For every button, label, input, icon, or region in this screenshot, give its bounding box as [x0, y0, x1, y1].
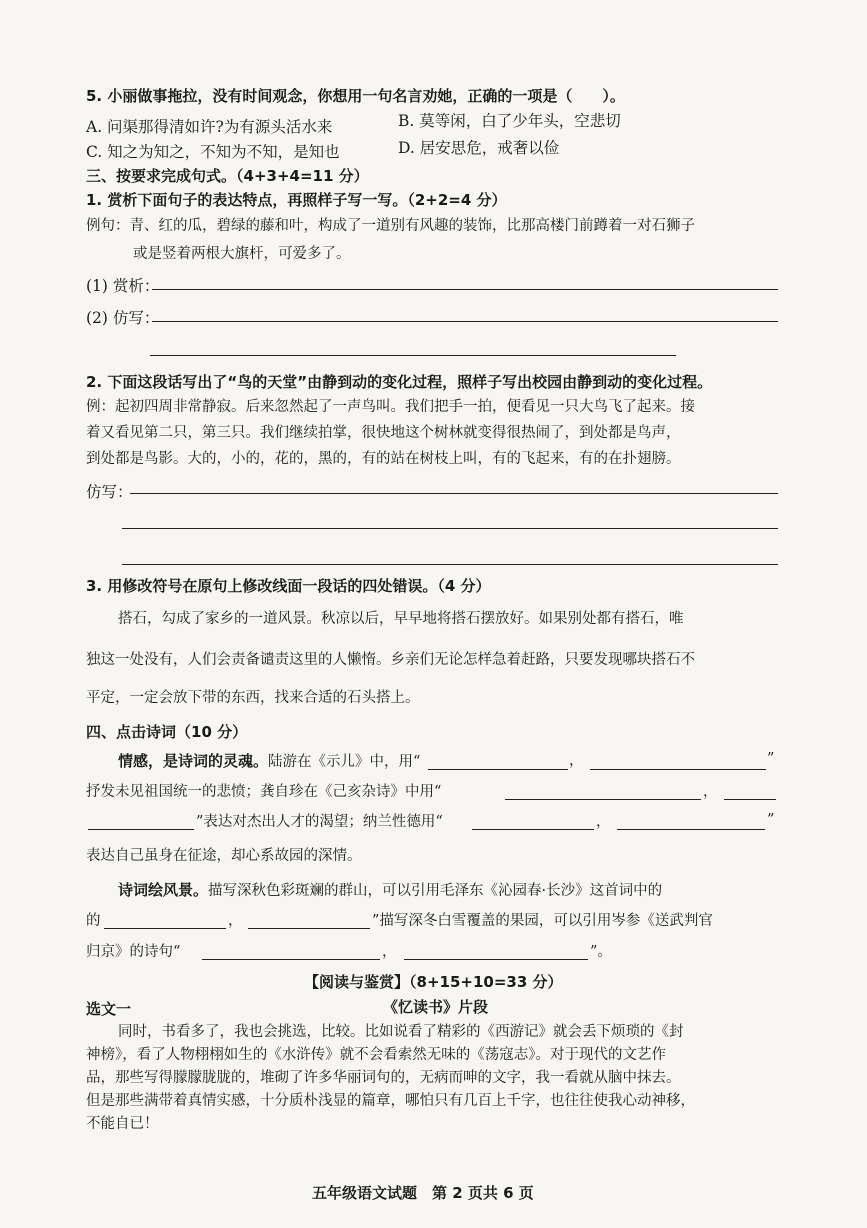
s4-quote-close-2: ” — [767, 812, 775, 828]
blank-shier-2[interactable] — [590, 769, 766, 770]
s3-q3-line3: 平定，一定会放下带的东西，找来合适的石头搭上。 — [86, 690, 420, 706]
blank-shier-1[interactable] — [428, 769, 568, 770]
s4-p2-text-c-pre: 归京》的诗句“ — [86, 944, 181, 960]
blank-cen-shen-2[interactable] — [404, 959, 588, 960]
s4-p1-line1 — [118, 751, 420, 772]
blank-cen-shen-1[interactable] — [202, 959, 380, 960]
s4-comma-2: ， — [703, 784, 718, 800]
blank-qinyuanchun-2[interactable] — [248, 928, 370, 929]
s3-q3-line2: 独这一处没有，人们会责备谴责这里的人懒惰。乡亲们无论怎样急着赶路，只要发现哪块搭石不 — [86, 652, 695, 668]
answer-line-imitation[interactable] — [152, 321, 778, 322]
s4-p2-lead: 诗词绘风景。 — [118, 881, 209, 899]
reading-line3: 品，那些写得朦朦胧胧的，堆砌了许多华丽词句的，无病而呻的文字，我一看就从脑中抹去。 — [86, 1070, 681, 1086]
s4-p1-lead: 情感，是诗词的灵魂。 — [118, 752, 269, 770]
s3-q2-title: 2. 下面这段话写出了“鸟的天堂”由静到动的变化过程，照样子写出校园由静到动的变化过程。 — [86, 373, 713, 391]
s4-quote-close-1: ” — [767, 751, 775, 767]
answer-line-q2-1[interactable] — [130, 493, 778, 494]
section4-title: 四、点击诗词（10 分） — [86, 723, 248, 741]
s4-p2-line1 — [118, 880, 662, 901]
s3-q2-example-line3: 到处都是鸟影。大的，小的，花的，黑的，有的站在树枝上叫，有的飞起来，有的在扑翅膀。 — [86, 451, 681, 467]
selection-title: 《忆读书》片段 — [383, 998, 489, 1016]
s3-q2-example-line1: 例：起初四周非常静寂。后来忽然起了一声鸟叫。我们把手一拍，便看见一只大鸟飞了起来。接 — [86, 399, 695, 415]
q5-option-b: B. 莫等闲，白了少年头，空悲切 — [398, 112, 621, 130]
s4-comma-3: ， — [596, 814, 611, 830]
q5-option-a: A. 问渠那得清如许?为有源头活水来 — [86, 118, 333, 136]
answer-line-imitation-2[interactable] — [150, 355, 676, 356]
q5-option-c: C. 知之为知之，不知为不知，是知也 — [86, 143, 340, 161]
answer-line-q2-2[interactable] — [122, 528, 778, 529]
s3-q1-title: 1. 赏析下面句子的表达特点，再照样子写一写。（2+2=4 分） — [86, 191, 507, 209]
reading-line1: 同时，书看多了，我也会挑选，比较。比如说看了精彩的《西游记》就会丢下烦琐的《封 — [118, 1024, 684, 1040]
q5-option-d: D. 居安思危，戒奢以俭 — [398, 139, 560, 157]
s4-p2-text-c-post: ”。 — [590, 944, 612, 960]
s3-q3-title: 3. 用修改符号在原句上修改线面一段话的四处错误。（4 分） — [86, 577, 491, 595]
blank-jihai-2a[interactable] — [724, 799, 776, 800]
s3-q1-example-line1: 例句：青、红的瓜，碧绿的藤和叶，构成了一道别有风趣的装饰，比那高楼门前蹲着一对石狮子 — [86, 218, 695, 234]
s4-p2-text-b-pre: 的 — [86, 913, 101, 929]
s3-q1-example-line2: 或是竖着两根大旗杆，可爱多了。 — [133, 246, 351, 262]
blank-jihai-2b[interactable] — [88, 829, 194, 830]
section3-title: 三、按要求完成句式。（4+3+4=11 分） — [86, 167, 369, 185]
blank-nalan-1[interactable] — [472, 829, 594, 830]
reading-header: 【阅读与鉴赏】（8+15+10=33 分） — [304, 973, 563, 991]
s3-q2-label: 仿写： — [86, 483, 133, 501]
blank-jihai-1[interactable] — [505, 799, 701, 800]
s4-p2-text-a: 描写深秋色彩斑斓的群山，可以引用毛泽东《沁园春·长沙》这首词中的 — [208, 883, 663, 899]
s4-p1-text-c: ”表达对杰出人才的渴望；纳兰性德用“ — [196, 814, 443, 830]
reading-line4: 但是那些满带着真情实感，十分质朴浅显的篇章，哪怕只有几百上千字，也往往使我心动神移， — [86, 1093, 695, 1109]
s3-q1-label-appreciation: (1) 赏析： — [86, 277, 160, 295]
s4-p1-text-a: 陆游在《示儿》中，用“ — [268, 754, 421, 770]
q5-stem: 5. 小丽做事拖拉，没有时间观念，你想用一句名言劝她，正确的一项是（ ）。 — [86, 87, 625, 105]
selection-label: 选文一 — [86, 1000, 132, 1018]
answer-line-q2-3[interactable] — [122, 564, 778, 565]
s4-p2-text-b-post: ”描写深冬白雪覆盖的果园，可以引用岑参《送武判官 — [372, 913, 713, 929]
s3-q3-line1: 搭石，勾成了家乡的一道风景。秋凉以后，早早地将搭石摆放好。如果别处都有搭石，唯 — [118, 611, 684, 627]
s4-comma-5: ， — [382, 944, 397, 960]
s4-p1-text-b: 抒发未见祖国统一的悲愤；龚自珍在《己亥杂诗》中用“ — [86, 784, 442, 800]
s3-q2-example-line2: 着又看见第二只，第三只。我们继续拍掌，很快地这个树林就变得很热闹了，到处都是鸟声， — [86, 425, 681, 441]
page-footer: 五年级语文试题 第 2 页共 6 页 — [312, 1184, 534, 1202]
reading-line5: 不能自已！ — [86, 1116, 159, 1132]
answer-line-appreciation[interactable] — [152, 289, 778, 290]
s3-q1-label-imitation: (2) 仿写： — [86, 309, 160, 327]
blank-qinyuanchun-1[interactable] — [104, 928, 226, 929]
s4-p1-text-d: 表达自己虽身在征途，却心系故园的深情。 — [86, 848, 362, 864]
blank-nalan-2[interactable] — [617, 829, 765, 830]
s4-comma-1: ， — [569, 753, 584, 769]
reading-line2: 神榜》，看了人物栩栩如生的《水浒传》就不会看索然无味的《荡寇志》。对于现代的文艺作 — [86, 1047, 666, 1063]
s4-comma-4: ， — [228, 913, 243, 929]
